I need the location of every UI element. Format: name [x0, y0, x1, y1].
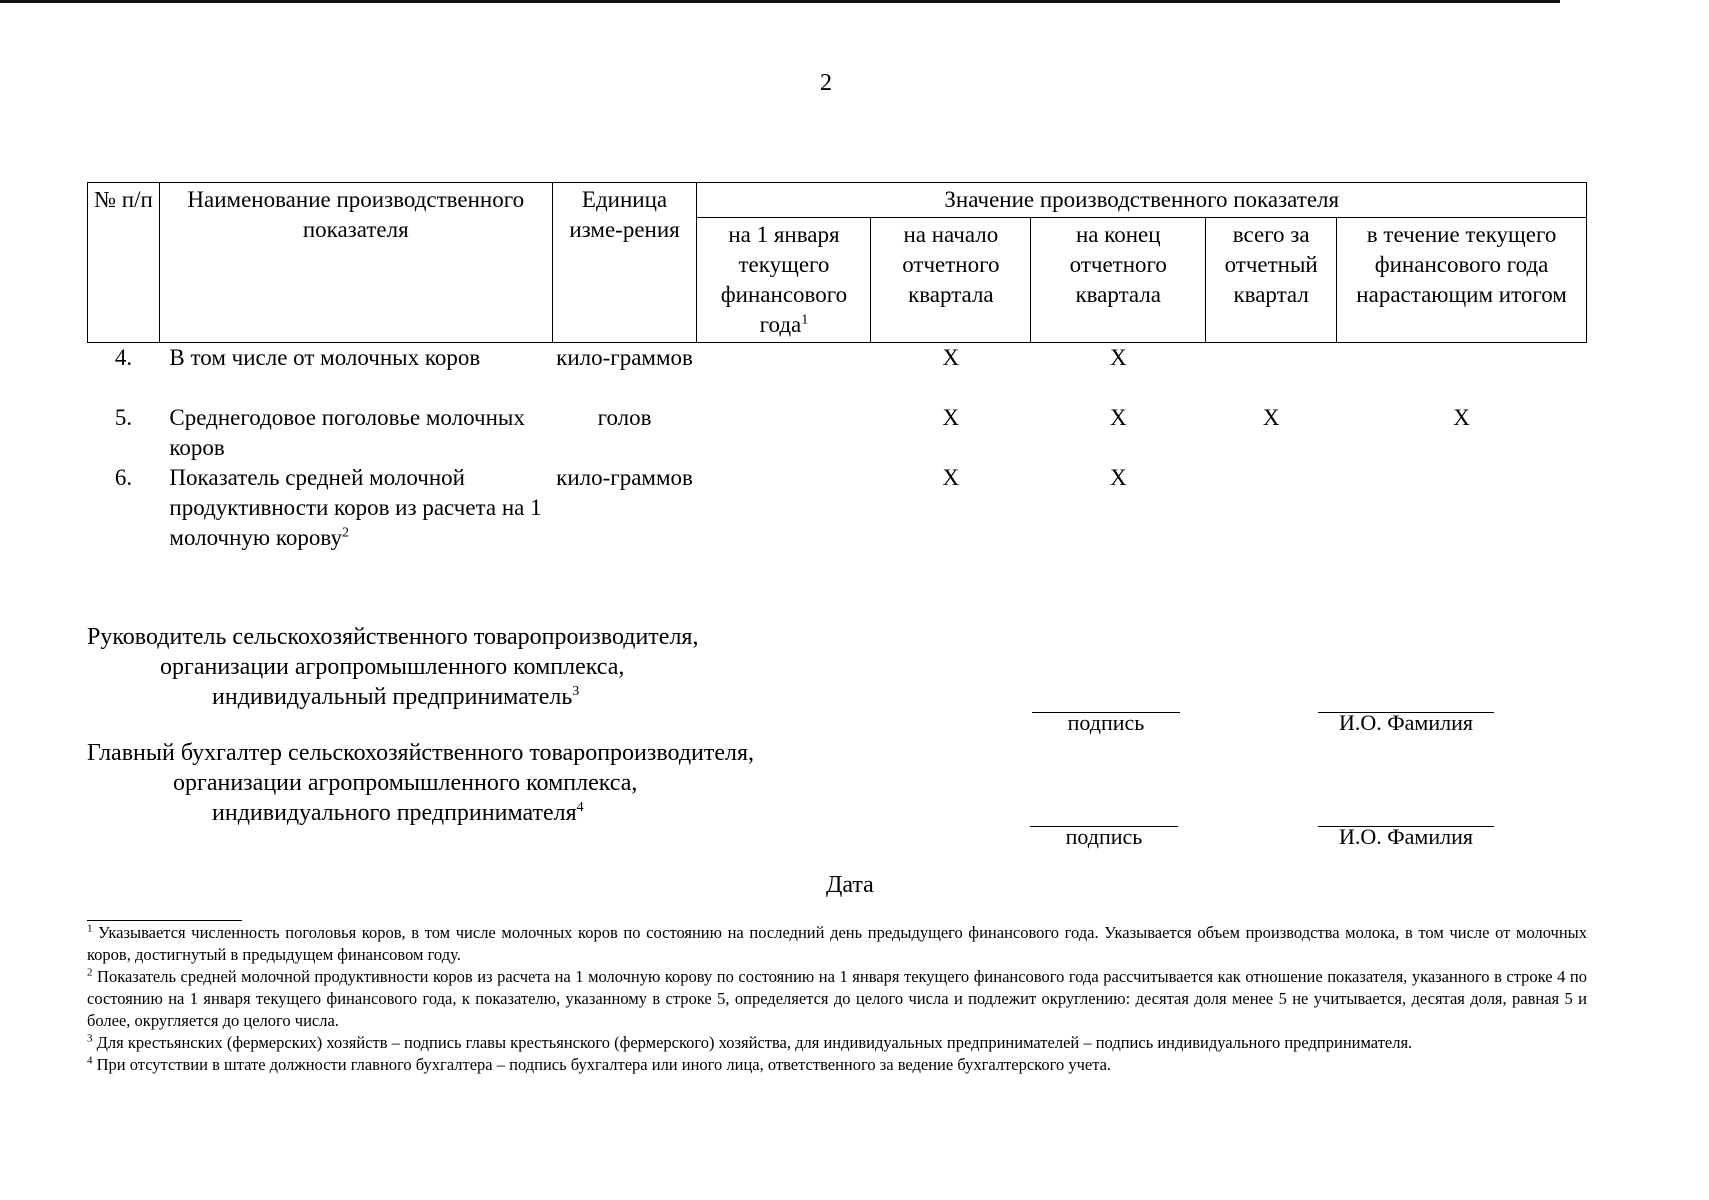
footnote-3: $^3$ Для крестьянских (фермерских) хозяйств – подпись главы крестьянского (фермерского) хозяйства, для индивидуальных предпринимателей – подпись индивидуального предпринимателя. — [87, 1032, 1413, 1052]
row-c2: X — [942, 345, 960, 370]
head-signature-label: подпись — [1067, 710, 1145, 735]
accountant-title-line2: организации агропромышленного комплекса, — [173, 770, 638, 796]
header-num: № п/п — [88, 183, 160, 343]
footnote-1: $^1$ Указывается численность поголовья коров, в том числе молочных коров по состоянию на последний день предыдущего финансового года. Указывается объем производства молока, в том числе от молочных коров, достигнутый в предыдущем финансовом году. — [87, 922, 1587, 964]
row-c5 — [1337, 343, 1587, 403]
head-title-line2: организации агропромышленного комплекса, — [160, 654, 625, 680]
row-c2: X — [942, 464, 960, 490]
page-number: 2 — [820, 70, 832, 96]
accountant-title-line3: индивидуального предпринимателя$^4$ — [212, 800, 584, 826]
row-num: 5. — [114, 404, 133, 430]
row-c5: X — [1453, 404, 1470, 430]
table-row — [88, 343, 1587, 403]
header-sub-4: всего за отчетный квартал — [1206, 218, 1337, 343]
row-c4: X — [1262, 404, 1280, 430]
header-sub-1: на 1 января текущего финансового года$^1$ — [697, 218, 871, 343]
row-num: 6. — [114, 464, 133, 490]
row-c1 — [697, 343, 871, 403]
row-c2: X — [942, 404, 960, 430]
date-label: Дата — [826, 872, 874, 898]
head-title-line3: индивидуальный предприниматель$^3$ — [212, 684, 580, 710]
row-c4 — [1206, 463, 1337, 553]
indicator-table — [87, 182, 1587, 553]
header-name: Наименование производственного показателя — [159, 183, 552, 343]
scan-top-border — [0, 0, 1560, 3]
accountant-title-line1: Главный бухгалтер сельскохозяйственного товаропроизводителя, — [87, 740, 755, 766]
row-c3: X — [1109, 464, 1127, 490]
row-unit: кило-граммов — [556, 464, 693, 490]
row-c5 — [1337, 463, 1587, 553]
head-name-label: И.О. Фамилия — [1339, 710, 1473, 735]
table-row — [88, 403, 1587, 463]
footnotes — [87, 922, 1587, 1076]
row-unit: голов — [597, 404, 652, 430]
header-group: Значение производственного показателя — [697, 183, 1587, 218]
row-c3: X — [1109, 404, 1127, 430]
accountant-name-label: И.О. Фамилия — [1339, 824, 1473, 849]
row-c4 — [1206, 343, 1337, 403]
row-c1 — [697, 463, 871, 553]
footnote-2: $^2$ Показатель средней молочной продуктивности коров из расчета на 1 молочную корову по состоянию на 1 января текущего финансового года рассчитывается как отношение показателя, указанного в строке 4 по состоянию на 1 января текущего финансового года, к показателю, указанному в строке 5, определяется до целого числа и подлежит округлению: десятая доля менее 5 не учитывается, десятая доля, равная 5 и более, округляется до целого числа. — [87, 966, 1587, 1030]
header-unit: Единица изме-рения — [552, 183, 697, 343]
row-name: В том числе от молочных коров — [169, 345, 481, 370]
row-c1 — [697, 403, 871, 463]
row-unit: кило-граммов — [556, 345, 693, 370]
header-sub-5: в течение текущего финансового года нарастающим итогом — [1337, 218, 1587, 343]
row-name: Среднегодовое поголовье молочных коров — [169, 404, 525, 460]
header-sub-3: на конец отчетного квартала — [1031, 218, 1206, 343]
footnote-separator — [87, 920, 242, 921]
row-name: Показатель средней молочной продуктивности коров из расчета на 1 молочную корову$^2$ — [169, 464, 542, 550]
row-c3: X — [1109, 345, 1127, 370]
head-title-line1: Руководитель сельскохозяйственного товаропроизводителя, — [87, 624, 699, 650]
row-num: 4. — [114, 345, 133, 370]
table-row — [88, 463, 1587, 553]
footnote-4: $^4$ При отсутствии в штате должности главного бухгалтера – подпись бухгалтера или иного лица, ответственного за ведение бухгалтерского учета. — [87, 1054, 1112, 1074]
accountant-signature-label: подпись — [1065, 824, 1143, 849]
header-sub-2: на начало отчетного квартала — [871, 218, 1031, 343]
